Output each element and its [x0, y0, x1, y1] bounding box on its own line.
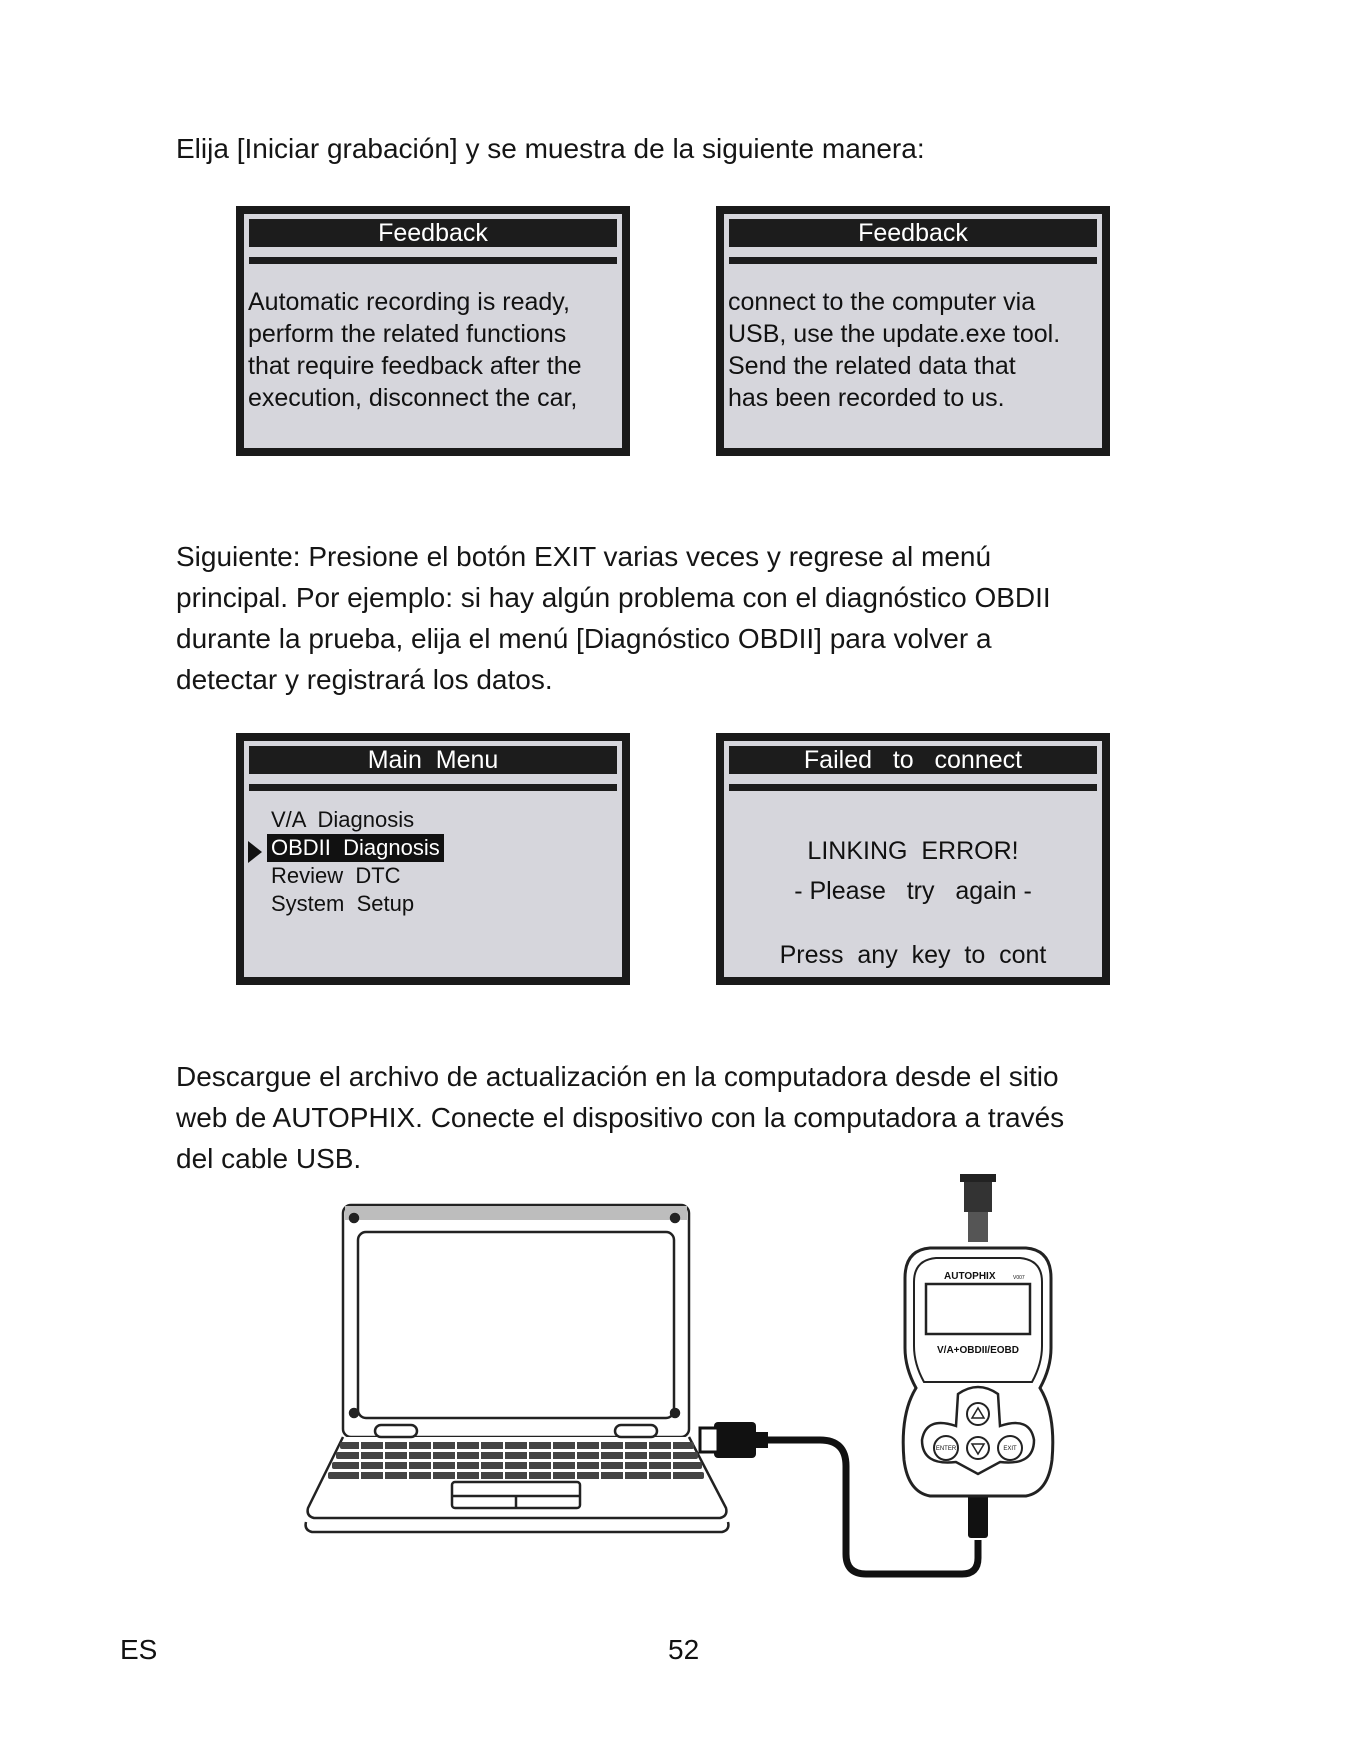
screen-line: has been recorded to us.	[728, 384, 1005, 412]
exit-button-label: EXIT	[1003, 1446, 1017, 1452]
usb-connection-illustration	[0, 1170, 1361, 1590]
paragraph-line: durante la prueba, elija el menú [Diagnóstico OBDII] para volver a	[176, 623, 992, 654]
instruction-paragraph-3	[176, 1056, 1064, 1179]
menu-item-va-diagnosis: V/A Diagnosis	[271, 807, 415, 832]
title-divider	[729, 784, 1097, 791]
screen-line: connect to the computer via	[728, 288, 1036, 316]
feedback-screen-1	[236, 206, 630, 456]
paragraph-line: principal. Por ejemplo: si hay algún problema con el diagnóstico OBDII	[176, 582, 1051, 613]
device-brand-label: AUTOPHIX	[944, 1271, 996, 1282]
paragraph-line: Siguiente: Presione el botón EXIT varias veces y regrese al menú	[176, 541, 992, 572]
screen-title: Feedback	[729, 219, 1097, 247]
screen-body	[248, 286, 618, 414]
paragraph-line: web de AUTOPHIX. Conecte el dispositivo con la computadora a través	[176, 1102, 1065, 1133]
paragraph-line: del cable USB.	[176, 1143, 362, 1174]
paragraph-line: detectar y registrará los datos.	[176, 664, 553, 695]
device-protocol-label: V/A+OBDII/EOBD	[937, 1345, 1019, 1356]
screen-line: Automatic recording is ready,	[248, 288, 570, 316]
main-menu-screen	[236, 733, 630, 985]
screen-title: Failed to connect	[729, 746, 1097, 774]
screen-title: Feedback	[249, 219, 617, 247]
screen-title: Main Menu	[249, 746, 617, 774]
screen-line: USB, use the update.exe tool.	[728, 320, 1061, 348]
retry-message: - Please try again -	[794, 877, 1032, 905]
title-divider	[249, 784, 617, 791]
failed-to-connect-screen	[716, 733, 1110, 985]
instruction-paragraph-1: Elija [Iniciar grabación] y se muestra de la siguiente manera:	[176, 133, 925, 164]
screen-line: Send the related data that	[728, 352, 1016, 380]
menu-list	[267, 806, 444, 918]
title-divider	[729, 257, 1097, 264]
obd-scanner-icon	[903, 1174, 1053, 1496]
laptop-icon	[306, 1205, 729, 1532]
enter-button-label: ENTER	[935, 1446, 957, 1452]
language-code: ES	[120, 1634, 158, 1665]
error-message: LINKING ERROR!	[807, 837, 1019, 865]
continue-prompt: Press any key to cont	[779, 941, 1047, 969]
menu-item-system-setup: System Setup	[271, 891, 415, 916]
paragraph-line: Descargue el archivo de actualización en la computadora desde el sitio	[176, 1061, 1059, 1092]
screen-line: execution, disconnect the car,	[248, 384, 578, 412]
screen-line: that require feedback after the	[248, 352, 582, 380]
device-model-label: V007	[1013, 1275, 1025, 1281]
title-divider	[249, 257, 617, 264]
page-number: 52	[668, 1634, 700, 1665]
selection-arrow-icon	[248, 841, 262, 863]
feedback-screen-2	[716, 206, 1110, 456]
screen-line: perform the related functions	[248, 320, 567, 348]
screen-body	[728, 286, 1098, 414]
menu-item-review-dtc: Review DTC	[271, 863, 401, 888]
instruction-paragraph-2	[176, 536, 1051, 700]
menu-item-obdii-diagnosis: OBDII Diagnosis	[267, 834, 444, 862]
